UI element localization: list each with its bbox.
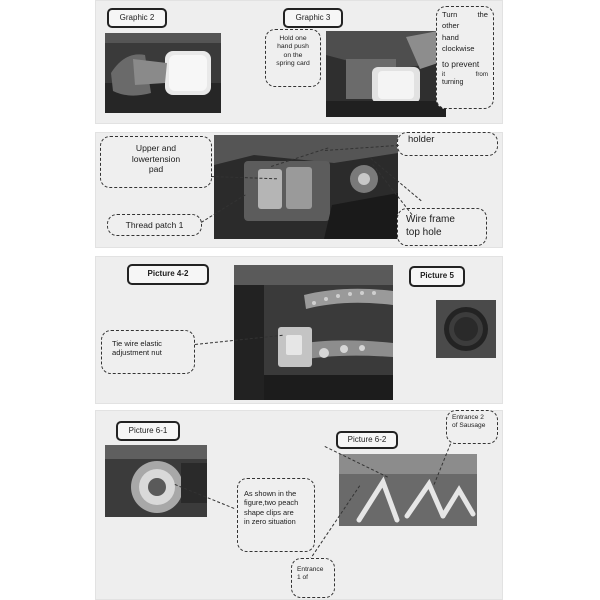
callout-tension-pad: Upper and lowertension pad <box>100 136 212 188</box>
callout-entrance-1: Entrance 1 of <box>291 558 335 598</box>
picture-5-photo <box>436 300 496 358</box>
callout-tie-wire-nut: Tie wire elastic adjustment nut <box>101 330 195 374</box>
panel-graphic-2-3 <box>95 0 503 124</box>
tension-pad-photo <box>214 135 398 239</box>
callout-hold-spring-card: Hold one hand push on the spring card <box>265 29 321 87</box>
hand-word: hand <box>442 32 459 42</box>
graphic-3-label: Graphic 3 <box>283 8 343 28</box>
picture-5-label: Picture 5 <box>409 266 465 287</box>
callout-peach-clips: As shown in the figure,two peach shape clips are in zero situation <box>237 478 315 552</box>
graphic-2-label: Graphic 2 <box>107 8 167 28</box>
from-word: from <box>475 71 488 79</box>
picture-4-2-photo <box>234 265 393 400</box>
picture-6-2-photo <box>339 454 477 526</box>
callout-turn-clockwise <box>436 6 494 109</box>
callout-wire-frame-top-hole: Wire frame top hole <box>397 208 487 246</box>
panel-tension-pad <box>95 132 503 248</box>
to-prevent-words: to prevent <box>442 58 480 69</box>
picture-6-1-photo <box>105 445 207 517</box>
panel-picture-4-2-and-5 <box>95 256 503 404</box>
callout-holder: holder <box>397 132 498 156</box>
picture-4-2-label: Picture 4-2 <box>127 264 209 285</box>
it-word: it <box>442 71 446 79</box>
picture-6-1-label: Picture 6-1 <box>116 421 180 441</box>
panel-picture-6 <box>95 410 503 600</box>
callout-entrance-2: Entrance 2 of Sausage <box>446 410 498 444</box>
the-word: the <box>477 10 488 19</box>
clockwise-word: clockwise <box>442 44 475 54</box>
turning-word: turning <box>442 79 464 87</box>
graphic-2-photo <box>105 33 221 113</box>
graphic-3-photo <box>326 31 446 117</box>
turn-word: Turn <box>442 10 458 19</box>
picture-6-2-label: Picture 6-2 <box>336 431 398 449</box>
other-word: other <box>442 21 460 31</box>
callout-thread-patch: Thread patch 1 <box>107 214 202 236</box>
